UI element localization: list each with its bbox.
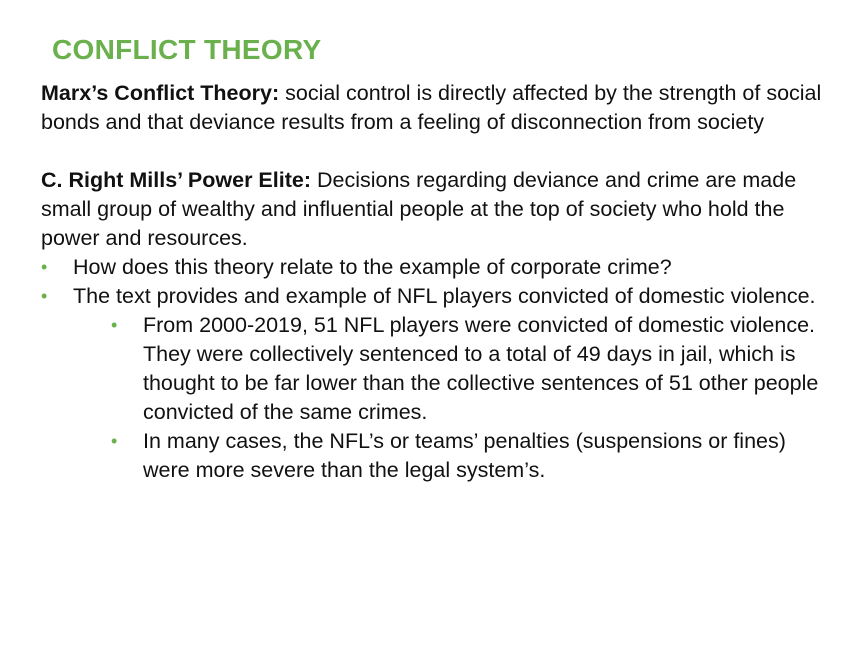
power-elite-term: C. Right Mills’ Power Elite: [41,168,311,192]
list-item-text: How does this theory relate to the example of corporate crime? [73,255,672,279]
power-elite-paragraph [41,166,831,253]
marx-definition: social control is directly affected by the strength of social bonds and that deviance results from a feeling of disconnection from society [41,81,822,134]
sub-list-item [41,311,831,427]
slide-title: CONFLICT THEORY [52,34,322,65]
sub-list-item-text: From 2000-2019, 51 NFL players were convicted of domestic violence. They were collectively sentenced to a total of 49 days in jail, which is thought to be far lower than the collective sentences of 51 other people convicted of the same crimes. [143,313,819,424]
bullet-icon: • [41,286,48,306]
marx-term: Marx’s Conflict Theory: [41,81,280,105]
bullet-icon: • [41,257,48,277]
bullet-icon: • [111,431,118,451]
list-item-text: The text provides and example of NFL players convicted of domestic violence. [73,284,816,308]
sub-list-item [41,427,831,485]
bullet-list [41,253,831,485]
list-item [41,253,831,282]
list-item [41,282,831,311]
slide-body [41,79,831,485]
bullet-icon: • [111,315,118,335]
power-elite-definition: Decisions regarding deviance and crime are made small group of wealthy and influential people at the top of society who hold the power and resources. [41,168,797,250]
marx-conflict-theory-paragraph [41,79,831,137]
paragraph-spacer [41,137,831,166]
sub-list-item-text: In many cases, the NFL’s or teams’ penalties (suspensions or fines) were more severe than the legal system’s. [143,429,786,482]
